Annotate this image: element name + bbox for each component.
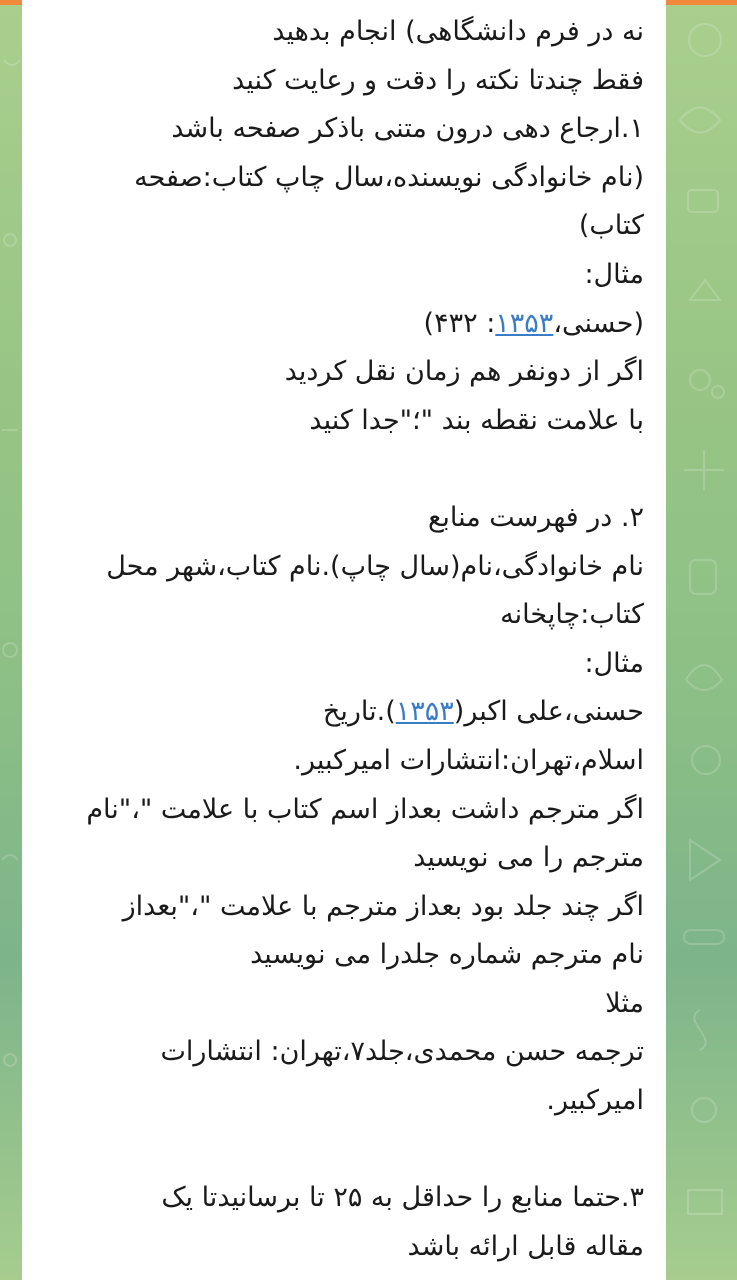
message-line-with-link bbox=[44, 688, 644, 737]
year-link[interactable]: ۱۳۵۳ bbox=[495, 307, 554, 339]
message-blank-line bbox=[44, 445, 644, 494]
message-line: ۲. در فهرست منابع bbox=[427, 501, 644, 533]
message-line: مترجم را می نویسید bbox=[413, 842, 644, 874]
message-line: ترجمه حسن محمدی،جلد۷،تهران: انتشارات bbox=[160, 1036, 644, 1068]
message-line: نام مترجم شماره جلدرا می نویسید bbox=[250, 939, 644, 971]
message-line: نام خانوادگی،نام(سال چاپ).نام کتاب،شهر محل bbox=[106, 550, 644, 582]
message-line: مثلا bbox=[605, 987, 644, 1019]
message-line: اسلام،تهران:انتشارات امیرکبیر. bbox=[293, 744, 644, 776]
message-line: کتاب) bbox=[578, 210, 644, 242]
message-line: با علامت نقطه بند "؛"جدا کنید bbox=[309, 404, 644, 436]
message-line: امیرکبیر. bbox=[546, 1085, 644, 1117]
message-line: ۱.ارجاع دهی درون متنی باذکر صفحه باشد bbox=[171, 113, 644, 145]
message-bubble[interactable] bbox=[22, 0, 666, 1280]
message-line: فقط چندتا نکته را دقت و رعایت کنید bbox=[232, 64, 644, 96]
text-segment: حسنی،علی اکبر( bbox=[453, 696, 644, 728]
message-line: نه در فرم دانشگاهی) انجام بدهید bbox=[272, 16, 644, 47]
message-line: اگر از دونفر هم زمان نقل کردید bbox=[284, 356, 644, 388]
message-line: مثال: bbox=[584, 258, 644, 290]
message-line: اگر چند جلد بود بعداز مترجم با علامت "،"بعداز bbox=[122, 890, 644, 922]
message-line-with-link bbox=[44, 300, 644, 349]
message-line: مثال: bbox=[584, 647, 644, 679]
message-line: اگر مترجم داشت بعداز اسم کتاب با علامت "،"نام bbox=[86, 793, 644, 825]
text-segment: ).تاریخ bbox=[322, 696, 396, 728]
message-line: کتاب:چاپخانه bbox=[500, 599, 644, 631]
year-link[interactable]: ۱۳۵۳ bbox=[395, 696, 454, 728]
text-segment: (حسنی، bbox=[553, 307, 644, 339]
message-blank-line bbox=[44, 1126, 644, 1175]
message-line: (نام خانوادگی نویسنده،سال چاپ کتاب:صفحه bbox=[134, 161, 644, 193]
message-line: ۳.حتما منابع را حداقل به ۲۵ تا برسانیدتا یک bbox=[161, 1182, 644, 1214]
text-segment: : ۴۳۲) bbox=[423, 307, 496, 339]
message-line: مقاله قابل ارائه باشد bbox=[407, 1230, 644, 1262]
